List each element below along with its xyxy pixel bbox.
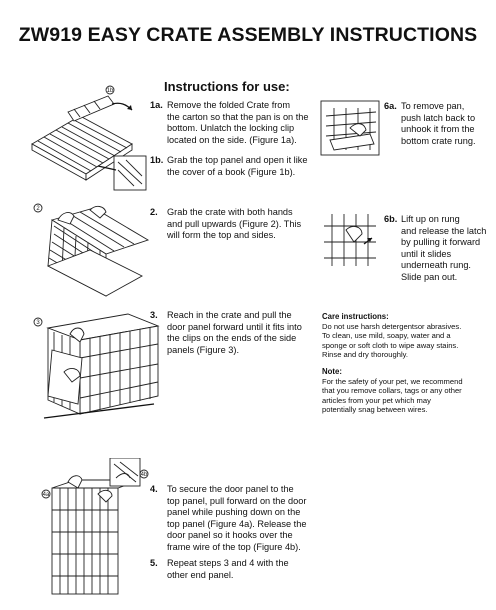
step-line: frame wire of the top (Figure 4b).	[167, 541, 301, 552]
page-title: ZW919 EASY CRATE ASSEMBLY INSTRUCTIONS	[18, 24, 478, 46]
step-number: 5.	[150, 558, 158, 568]
step-number: 6b.	[384, 214, 398, 224]
figure-1-folded-crate	[28, 82, 148, 197]
care-instructions	[322, 312, 461, 360]
step-line: To remove pan,	[401, 101, 465, 111]
step-line: Repeat steps 3 and 4 with the	[167, 558, 289, 568]
step-number: 1a.	[150, 100, 163, 110]
step-line: until it slides	[401, 248, 452, 259]
figure-label: 4b	[140, 472, 148, 478]
step-line: panels (Figure 3).	[167, 344, 240, 355]
care-line: To clean, use mild, soapy, water and a	[322, 331, 451, 341]
care-line: sponge or soft cloth to wipe away stains.	[322, 340, 459, 350]
note-line: articles from your pet which may	[322, 395, 431, 405]
step-line: Grab the crate with both hands	[167, 207, 293, 217]
step-line: Slide pan out.	[401, 271, 458, 282]
step-line: door panel so it hooks over the	[167, 530, 293, 541]
step-line: unhook it from the	[401, 124, 475, 135]
note-line: For the safety of your pet, we recommend	[322, 376, 463, 386]
step-line: the carton so that the pan is on the	[167, 111, 309, 122]
step-line: push latch back to	[401, 112, 476, 123]
step-line: underneath rung.	[401, 260, 471, 271]
step-line: Remove the folded Crate from	[167, 100, 291, 110]
step-line: To secure the door panel to the	[167, 484, 294, 494]
figure-label: 4a	[42, 492, 50, 498]
figure-2-raising-crate	[30, 200, 150, 305]
step-line: the clips on the ends of the side	[167, 333, 297, 344]
note-heading: Note:	[322, 367, 342, 376]
care-line: Do not use harsh detergentsor abrasives.	[322, 321, 462, 331]
note-line: potentially snag between wires.	[322, 405, 428, 415]
figure-6a-pan-latch	[320, 100, 380, 156]
note-line: that you remove collars, tags or any other	[322, 386, 462, 396]
figure-4-securing-door	[40, 458, 150, 604]
figure-6b-lift-rung	[322, 212, 378, 268]
figure-3-door-panel	[30, 308, 160, 423]
step-line: located on the side. (Figure 1a).	[167, 134, 297, 145]
figure-label: 3	[36, 320, 40, 326]
step-number: 6a.	[384, 101, 397, 111]
step-line: door panel forward until it fits into	[167, 321, 302, 332]
step-line: and release the latch	[401, 225, 487, 236]
step-line: Lift up on rung	[401, 214, 460, 224]
step-line: bottom crate rung.	[401, 135, 476, 146]
instructions-subtitle: Instructions for use:	[164, 79, 290, 94]
step-line: by pulling it forward	[401, 237, 481, 248]
figure-label: 2	[36, 206, 40, 212]
step-line: Reach in the crate and pull the	[167, 310, 292, 320]
care-line: Rinse and dry thoroughly.	[322, 350, 408, 360]
step-line: top panel, pull forward on the door	[167, 495, 307, 506]
step-number: 3.	[150, 310, 158, 320]
step-number: 4.	[150, 484, 158, 494]
care-heading: Care instructions:	[322, 312, 389, 321]
safety-note	[322, 367, 463, 415]
figure-label: 1b	[106, 88, 114, 94]
step-line: bottom. Unlatch the locking clip	[167, 123, 295, 134]
step-number: 2.	[150, 207, 158, 217]
step-line: Grab the top panel and open it like	[167, 155, 308, 165]
step-line: and pull upwards (Figure 2). This	[167, 218, 302, 229]
step-line: the cover of a book (Figure 1b).	[167, 166, 296, 177]
step-number: 1b.	[150, 155, 164, 165]
step-line: panel while pushing down on the	[167, 507, 301, 518]
step-line: other end panel.	[167, 569, 234, 580]
step-line: will form the top and sides.	[167, 230, 276, 241]
step-line: top panel (Figure 4a). Release the	[167, 518, 307, 529]
